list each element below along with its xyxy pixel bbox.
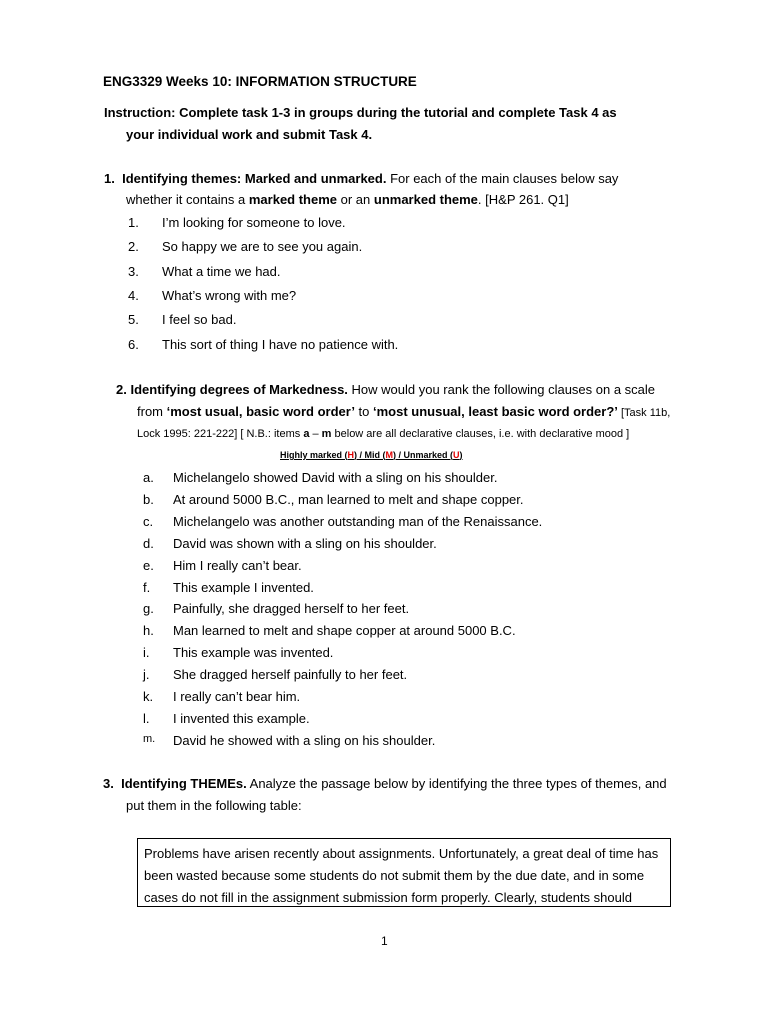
list-item-text: So happy we are to see you again. bbox=[162, 239, 363, 255]
list-item bbox=[0, 536, 768, 556]
q2-item-m-ref: m bbox=[321, 428, 332, 440]
list-item-text: At around 5000 B.C., man learned to melt and shape copper. bbox=[173, 491, 524, 507]
passage-box: Problems have arisen recently about assignments. Unfortunately, a great deal of time has been wasted because some students do not submit them by the due date, and in some cases do not fill in the assignment submission form properly. Clearly, students should bbox=[137, 838, 671, 907]
list-item-text: Painfully, she dragged herself to her feet. bbox=[173, 601, 410, 617]
list-item-letter: h. bbox=[143, 623, 154, 639]
list-item-text: I’m looking for someone to love. bbox=[162, 215, 346, 230]
q2-line-3 bbox=[137, 428, 629, 440]
list-item-text: Man learned to melt and shape copper at around 5000 B.C. bbox=[173, 623, 516, 639]
list-item bbox=[0, 337, 768, 357]
q3-heading: Identifying THEMEs. bbox=[121, 776, 247, 791]
list-item-letter: f. bbox=[143, 579, 151, 595]
legend-h-code: H bbox=[347, 450, 355, 460]
q2-to: to bbox=[354, 404, 374, 419]
q2-number: 2. bbox=[116, 382, 127, 397]
legend-mid: ) / Mid ( bbox=[354, 450, 386, 460]
q3-text-2: put them in the following table: bbox=[126, 798, 302, 813]
q1-or: or an bbox=[337, 192, 374, 207]
legend-close: ) bbox=[459, 450, 463, 460]
list-item-letter: g. bbox=[143, 601, 154, 617]
list-item-text: Him I really can’t bear. bbox=[173, 557, 302, 573]
q2-from: from bbox=[137, 404, 167, 419]
list-item-text: This example I invented. bbox=[173, 579, 314, 595]
list-item-letter: j. bbox=[143, 667, 150, 683]
q1-text-1: For each of the main clauses below say bbox=[386, 171, 619, 186]
list-item bbox=[0, 689, 768, 709]
list-item-number: 6. bbox=[128, 336, 139, 352]
list-item-letter: i. bbox=[143, 645, 150, 661]
list-item-text: This example was invented. bbox=[173, 645, 334, 661]
list-item-text: She dragged herself painfully to her feet. bbox=[173, 667, 408, 683]
list-item-letter: a. bbox=[143, 470, 154, 485]
q2-most-unusual: ‘most unusual, least basic word order?’ bbox=[373, 404, 618, 419]
list-item-text: David was shown with a sling on his shoulder. bbox=[173, 535, 437, 551]
list-item-letter: d. bbox=[143, 535, 154, 551]
list-item bbox=[0, 580, 768, 600]
list-item-text: I feel so bad. bbox=[162, 312, 237, 328]
list-item bbox=[0, 601, 768, 621]
q1-heading: Identifying themes: Marked and unmarked. bbox=[122, 171, 387, 186]
q1-heading-line bbox=[104, 171, 618, 186]
list-item-letter: c. bbox=[143, 513, 154, 529]
list-item bbox=[0, 470, 768, 490]
q2-item-a-ref: a bbox=[303, 428, 310, 440]
list-item-text: David he showed with a sling on his shoulder. bbox=[173, 732, 436, 748]
list-item bbox=[0, 264, 768, 284]
list-item-number: 2. bbox=[128, 239, 139, 255]
list-item bbox=[0, 492, 768, 512]
list-item-text: I really can’t bear him. bbox=[173, 689, 301, 704]
q1-marked-term: marked theme bbox=[248, 192, 338, 207]
list-item-text: I invented this example. bbox=[173, 710, 310, 726]
list-item bbox=[0, 667, 768, 687]
q2-heading-line bbox=[116, 382, 655, 397]
q2-heading: Identifying degrees of Markedness. bbox=[130, 382, 348, 397]
list-item-text: What’s wrong with me? bbox=[162, 287, 297, 303]
list-item-letter: b. bbox=[143, 491, 154, 507]
q1-reference: . [H&P 261. Q1] bbox=[477, 192, 569, 207]
list-item-number: 4. bbox=[128, 287, 139, 303]
list-item-number: 5. bbox=[128, 312, 139, 328]
list-item bbox=[0, 645, 768, 665]
list-item-letter: l. bbox=[143, 710, 150, 726]
list-item-number: 3. bbox=[128, 263, 139, 279]
list-item-text: Michelangelo showed David with a sling on his shoulder. bbox=[173, 470, 498, 485]
q2-reference: [Task 11b, bbox=[617, 407, 671, 419]
q1-number: 1. bbox=[104, 171, 115, 186]
q2-nb-text: Lock 1995: 221-222] [ N.B.: items bbox=[137, 428, 304, 440]
list-item bbox=[0, 514, 768, 534]
list-item bbox=[0, 558, 768, 578]
q1-instruction-line-2 bbox=[126, 192, 569, 207]
q3-heading-line bbox=[103, 776, 667, 791]
legend-unmarked: ) / Unmarked ( bbox=[393, 450, 454, 460]
list-item bbox=[0, 623, 768, 643]
list-item-text: Michelangelo was another outstanding man of the Renaissance. bbox=[173, 513, 543, 529]
list-item-letter: k. bbox=[143, 689, 154, 704]
instruction-line-2: your individual work and submit Task 4. bbox=[126, 127, 373, 142]
list-item bbox=[0, 239, 768, 259]
document-title: ENG3329 Weeks 10: INFORMATION STRUCTURE bbox=[103, 74, 417, 89]
legend-u-code: U bbox=[453, 450, 460, 460]
q1-text-2: whether it contains a bbox=[126, 192, 249, 207]
list-item bbox=[0, 312, 768, 332]
list-item-text: This sort of thing I have no patience with. bbox=[162, 336, 399, 352]
q1-unmarked-term: unmarked theme bbox=[373, 192, 478, 207]
q2-most-usual: ‘most usual, basic word order’ bbox=[166, 404, 355, 419]
list-item bbox=[0, 733, 768, 753]
q2-line-2 bbox=[137, 404, 670, 419]
list-item-number: 1. bbox=[128, 215, 139, 230]
list-item bbox=[0, 711, 768, 731]
list-item-letter: m. bbox=[143, 732, 156, 745]
instruction-line-1: Instruction: Complete task 1-3 in groups during the tutorial and complete Task 4 as bbox=[104, 105, 617, 120]
list-item-letter: e. bbox=[143, 557, 154, 573]
page-number: 1 bbox=[381, 934, 388, 948]
legend-m-code: M bbox=[385, 450, 394, 460]
markedness-legend bbox=[280, 450, 463, 460]
q2-text-1: How would you rank the following clauses on a scale bbox=[347, 382, 656, 397]
list-item bbox=[0, 215, 768, 235]
legend-highly-marked: Highly marked ( bbox=[280, 450, 348, 460]
q2-nb-end: below are all declarative clauses, i.e. with declarative mood ] bbox=[331, 428, 630, 440]
q3-number: 3. bbox=[103, 776, 114, 791]
list-item bbox=[0, 288, 768, 308]
list-item-text: What a time we had. bbox=[162, 263, 281, 279]
q3-text-1: Analyze the passage below by identifying the three types of themes, and bbox=[246, 776, 667, 791]
q2-dash: – bbox=[309, 428, 322, 440]
